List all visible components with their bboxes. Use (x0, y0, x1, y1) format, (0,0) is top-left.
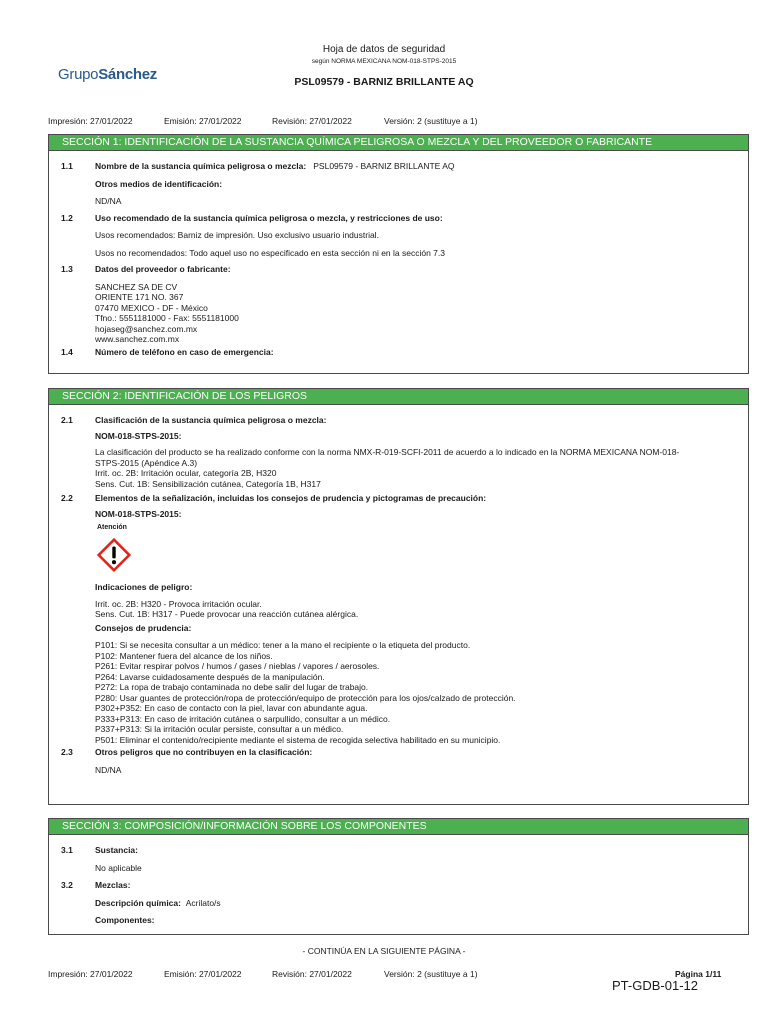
indicaciones-text: Irrit. oc. 2B: H320 - Provoca irritación ocular. Sens. Cut. 1B: H317 - Puede provocar una reacción cutánea alérgica. (95, 598, 359, 619)
consejos-text: P101: Si se necesita consultar a un médico: tener a la mano el recipiente o la etiqueta del producto. P102: Mantener fuera del alcance de los niños. P261: Evitar respirar polvos / humos / gases / nieblas / vapores / aerosoles. P264: Lavarse cuidadosamente después de la manipulación. P272: La ropa de trabajo contaminada no debe salir del lugar de trabajo. P280: Usar guantes de protección/ropa de protección/equipo de protección para los ojos/calzado de protección. P302+P352: En caso de contacto con la piel, lavar con abundante agua. P333+P313: En caso de irritación cutánea o sarpullido, consultar a un médico. P337+P313: Si la irritación ocular persiste, consultar a un médico. P501: Eliminar el contenido/recipiente mediante el sistema de recogida selectiva habilitado en su municipio. (95, 640, 516, 745)
section-3-header: SECCIÓN 3: COMPOSICIÓN/INFORMACIÓN SOBRE LOS COMPONENTES (49, 819, 748, 835)
row-2-3-value (49, 765, 748, 776)
document-title: Hoja de datos de seguridad (322, 44, 446, 55)
item-number: 1.4 (61, 346, 73, 357)
meta-impresion: Impresión: 27/01/2022 (48, 116, 133, 126)
item-number: 2.2 (61, 493, 73, 503)
item-label: Número de teléfono en caso de emergencia: (95, 346, 274, 357)
meta-emision: Emisión: 27/01/2022 (164, 969, 242, 979)
otros-label: Otros medios de identificación: (95, 178, 223, 189)
section-3 (48, 818, 749, 935)
row-2-1 (49, 415, 748, 426)
item-number: 1.3 (61, 264, 73, 274)
row-1-4 (49, 347, 748, 358)
row-otros-label (49, 179, 748, 190)
meta-emision: Emisión: 27/01/2022 (164, 116, 242, 126)
row-clasificacion (49, 447, 748, 489)
nom-label: NOM-018-STPS-2015: (95, 508, 182, 519)
row-2-3 (49, 747, 748, 758)
row-2-2 (49, 493, 748, 504)
otros-peligros-value: ND/NA (95, 764, 122, 775)
item-label: Elementos de la señalización, incluidas los consejos de prudencia y pictogramas de precaución: (95, 493, 487, 503)
exclamation-pictogram-icon (97, 538, 131, 572)
row-1-3 (49, 264, 748, 275)
section-1-header: SECCIÓN 1: IDENTIFICACIÓN DE LA SUSTANCIA QUÍMICA PELIGROSA O MEZCLA Y DEL PROVEEDOR O FABRICANTE (49, 135, 748, 151)
descripcion-value: Acrilato/s (185, 897, 221, 908)
item-label: Uso recomendado de la sustancia química peligrosa o mezcla, y restricciones de uso: (95, 212, 443, 223)
meta-version: Versión: 2 (sustituye a 1) (384, 116, 478, 126)
page-number: Página 1/11 (675, 969, 722, 979)
row-pictogram (49, 538, 748, 575)
item-label: Sustancia: (95, 845, 138, 855)
componentes-label: Componentes: (95, 915, 155, 925)
row-proveedor (49, 282, 748, 345)
row-descripcion (49, 898, 748, 909)
row-3-1 (49, 845, 748, 856)
row-nom-2 (49, 509, 748, 520)
row-usos-rec (49, 230, 748, 241)
item-label: Mezclas: (95, 880, 131, 890)
signal-word: Atención (97, 524, 127, 531)
item-label: Datos del proveedor o fabricante: (95, 264, 231, 274)
row-consejos (49, 640, 748, 745)
row-nom-1 (49, 431, 748, 442)
item-number: 3.2 (61, 880, 73, 890)
clasificacion-text: La clasificación del producto se ha realizado conforme con la norma NMX-R-019-SCFI-2011 de acuerdo a lo indicado en la NORMA MEXICANA NOM-018- STPS-2015 (Apéndice A.3) Irrit. oc. 2B: Irritación ocular, categoría 2B, H320 Sens. Cut. 1B: Sensibilización cutánea, Categoría 1B, H317 (95, 447, 680, 489)
product-name: PSL09579 - BARNIZ BRILLANTE AQ (294, 76, 474, 88)
document-subtitle: según NORMA MEXICANA NOM-018-STPS-2015 (311, 58, 457, 65)
meta-revision: Revisión: 27/01/2022 (272, 969, 352, 979)
meta-impresion: Impresión: 27/01/2022 (48, 969, 133, 979)
usos-recomendados: Usos recomendados: Barniz de impresión. Uso exclusivo usuario industrial. (95, 230, 379, 240)
sustancia-value: No aplicable (95, 862, 142, 873)
row-componentes (49, 915, 748, 926)
item-number: 2.3 (61, 747, 73, 757)
item-label: Clasificación de la sustancia química peligrosa o mezcla: (95, 415, 327, 425)
meta-revision: Revisión: 27/01/2022 (272, 116, 352, 126)
item-number: 3.1 (61, 845, 73, 855)
nom-label: NOM-018-STPS-2015: (95, 430, 182, 441)
section-2-header: SECCIÓN 2: IDENTIFICACIÓN DE LOS PELIGROS (49, 389, 748, 405)
consejos-label: Consejos de prudencia: (95, 622, 192, 633)
row-consejos-label (49, 623, 748, 634)
row-1-1 (49, 161, 748, 172)
otros-value: ND/NA (95, 196, 122, 206)
item-label: Otros peligros que no contribuyen en la clasificación: (95, 747, 313, 757)
logo-bold: Sánchez (98, 66, 157, 83)
section-1 (48, 134, 749, 374)
item-label: Nombre de la sustancia química peligrosa o mezcla: (95, 161, 307, 171)
item-number: 2.1 (61, 415, 73, 425)
descripcion-label: Descripción química: (95, 897, 181, 908)
indicaciones-label: Indicaciones de peligro: (95, 582, 193, 592)
row-indicaciones-label (49, 582, 748, 593)
section-2 (48, 388, 749, 805)
logo-prefix: Grupo (58, 66, 99, 83)
meta-version: Versión: 2 (sustituye a 1) (384, 969, 478, 979)
row-usos-no (49, 248, 748, 259)
row-1-2 (49, 213, 748, 224)
continua-notice: - CONTINÚA EN LA SIGUIENTE PÁGINA - (302, 946, 466, 956)
row-3-2 (49, 880, 748, 891)
item-number: 1.2 (61, 212, 73, 223)
usos-no-recomendados: Usos no recomendados: Todo aquel uso no especificado en esta sección ni en la sección 7.3 (95, 247, 445, 258)
proveedor-text: SANCHEZ SA DE CV ORIENTE 171 NO. 367 07470 MEXICO - DF - México Tfno.: 5551181000 - Fax: 5551181000 hojaseg@sanchez.com.mx www.sanchez.com.mx (95, 281, 239, 344)
document-code: PT-GDB-01-12 (612, 978, 698, 993)
item-value: PSL09579 - BARNIZ BRILLANTE AQ (313, 161, 455, 171)
row-indicaciones (49, 599, 748, 620)
row-atencion (49, 523, 748, 534)
item-number: 1.1 (61, 161, 73, 171)
row-3-1-value (49, 863, 748, 874)
row-otros-value (49, 196, 748, 207)
